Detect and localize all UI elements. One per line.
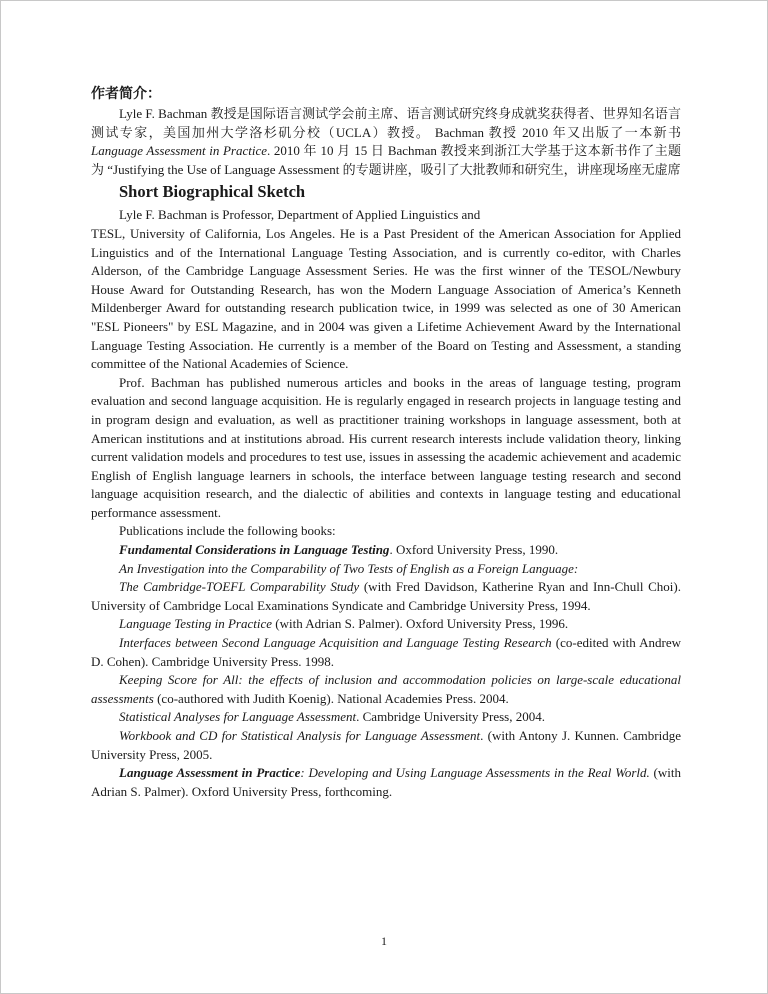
publication-entry-final	[91, 764, 681, 801]
intro-text-post: . 2010 年 10 月 15 日 Bachman 教授来到浙江大学基于这本新书作了主题为 “Justifying the Use of Language Assessment 的专题讲座，吸引了大批教师和研究生，讲座现场座无虚席	[91, 143, 682, 177]
bio-paragraph-1	[91, 206, 681, 373]
publication-title: The Cambridge-TOEFL Comparability Study	[119, 579, 360, 595]
publication-title: Fundamental Considerations in Language Testing	[119, 542, 390, 558]
bio-paragraph-2: Prof. Bachman has published numerous articles and books in the areas of language testing, program evaluation and second language acquisition. He is regularly engaged in research projects in language testing and in program design and evaluation, as well as practitioner training workshops in language assessment, both at American institutions and at institutions abroad. His current research interests include validation theory, linking current validation models and procedures to test use, issues in assessing the academic achievement and academic English of English language learners in schools, the interface between language testing research and second language acquisition research, and the dialectic of abilities and contexts in language testing and educational performance assessment.	[91, 374, 681, 520]
document-content	[91, 85, 681, 801]
publication-detail: (with Adrian S. Palmer). Oxford University Press, forthcoming.	[91, 765, 681, 799]
publication-title: An Investigation into the Comparability of Two Tests of English as a Foreign Language:	[119, 560, 579, 576]
publication-detail: . Cambridge University Press, 2004.	[356, 709, 545, 725]
publication-entry	[91, 727, 681, 764]
publication-title: Workbook and CD for Statistical Analysis for Language Assessment	[119, 728, 481, 743]
publication-entry	[91, 560, 681, 579]
page-number: 1	[381, 934, 387, 948]
publication-entry	[91, 578, 681, 615]
publication-title: Language Assessment in Practice	[119, 765, 301, 781]
intro-text-pre: Lyle F. Bachman 教授是国际语言测试学会前主席、语言测试研究终身成就奖获得者、世界知名语言测试专家，美国加州大学洛杉矶分校（UCLA）教授。 Bachman 教授 2010 年又出版了一本新书	[91, 106, 681, 140]
page-footer	[1, 934, 767, 949]
publication-detail: (co-authored with Judith Koenig). National Academies Press. 2004.	[153, 690, 509, 706]
publication-entry	[91, 671, 681, 708]
publication-title: Language Testing in Practice	[119, 616, 272, 632]
author-intro-heading: 作者简介：	[91, 87, 161, 102]
bio1-rest: TESL, University of California, Los Angeles. He is a Past President of the American Association for Applied Linguistics and of the International Language Testing Association, and is currently co-editor, with Charles Alderson, of the Cambridge Language Assessment Series. He was the first winner of the TESOL/Newbury House Award for Outstanding Research, has won the Modern Language Association of America’s Kenneth Mildenberger Award for outstanding research publication twice, in 1999 was selected as one of 30 American "ESL Pioneers" by ESL Magazine, and in 2004 was given a Lifetime Achievement Award by the International Language Testing Association. He currently is a member of the Board on Testing and Assessment, a standing committee of the National Academies of Science.	[91, 225, 681, 372]
bio1-first-line: Lyle F. Bachman is Professor, Department of Applied Linguistics and	[119, 207, 481, 223]
publication-detail: (with Fred Davidson, Katherine Ryan and Inn-Chull Choi). University of Cambridge Local Examinations Syndicate and Cambridge University Press, 1994.	[91, 579, 681, 613]
publication-detail: (co-edited with Andrew D. Cohen). Cambridge University Press. 1998.	[91, 635, 681, 669]
publication-entry	[91, 615, 681, 634]
publications-intro: Publications include the following books:	[119, 523, 336, 539]
publication-entry	[91, 708, 681, 727]
author-intro-paragraph	[91, 105, 681, 179]
publication-entry	[91, 634, 681, 671]
publication-detail: (with Adrian S. Palmer). Oxford University Press, 1996.	[272, 616, 569, 632]
publication-subtitle: : Developing and Using Language Assessments in the Real World.	[300, 765, 650, 781]
publication-detail: . Oxford University Press, 1990.	[389, 542, 559, 558]
publication-title: Interfaces between Second Language Acquisition and Language Testing Research	[119, 635, 552, 651]
publication-title: Statistical Analyses for Language Assessment	[119, 709, 357, 725]
publication-detail: . (with Antony J. Kunnen. Cambridge University Press, 2005.	[91, 728, 681, 762]
bio-sketch-heading: Short Biographical Sketch	[119, 182, 306, 202]
publication-entry	[91, 541, 681, 560]
publication-title: Keeping Score for All: the effects of inclusion and accommodation policies on large-scale educational assessments	[91, 672, 681, 706]
intro-book-title: Language Assessment in Practice	[91, 143, 268, 159]
